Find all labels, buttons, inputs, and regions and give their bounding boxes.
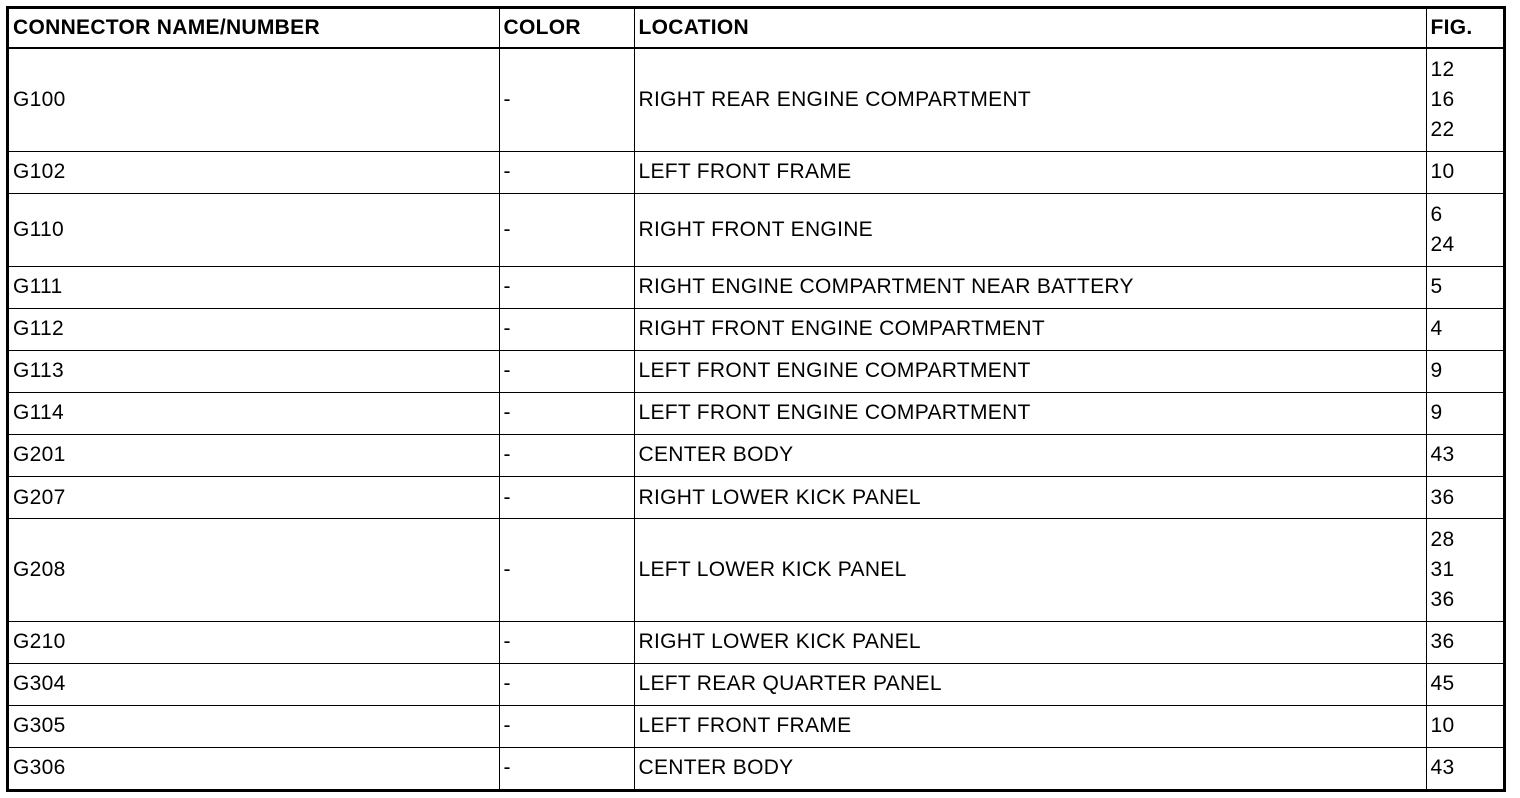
table-row: [9, 705, 1503, 747]
color-cell: -: [499, 663, 634, 705]
header-connector-name: CONNECTOR NAME/NUMBER: [9, 9, 499, 48]
connector-name-cell: G201: [9, 434, 499, 476]
table-row: [9, 663, 1503, 705]
table-row: [9, 621, 1503, 663]
fig-number: 4: [1430, 317, 1443, 341]
fig-cell: [1426, 308, 1503, 350]
fig-number: 45: [1430, 672, 1455, 696]
location-cell: RIGHT LOWER KICK PANEL: [634, 476, 1426, 518]
fig-number: 5: [1430, 275, 1443, 299]
connector-name-cell: G207: [9, 476, 499, 518]
fig-cell: [1426, 663, 1503, 705]
table-row: [9, 519, 1503, 622]
fig-number: 36: [1430, 485, 1455, 509]
fig-cell: [1426, 434, 1503, 476]
fig-cell: [1426, 151, 1503, 193]
table-row: [9, 476, 1503, 518]
table-header-row: [9, 9, 1503, 48]
fig-number: 9: [1430, 401, 1443, 425]
color-cell: -: [499, 266, 634, 308]
fig-cell: [1426, 476, 1503, 518]
header-fig: FIG.: [1426, 9, 1503, 48]
connector-table: [9, 9, 1503, 789]
connector-name-cell: G114: [9, 392, 499, 434]
fig-number: 36: [1430, 630, 1455, 654]
color-cell: -: [499, 434, 634, 476]
fig-cell: [1426, 519, 1503, 622]
table-row: [9, 747, 1503, 789]
table-row: [9, 266, 1503, 308]
color-cell: -: [499, 621, 634, 663]
fig-number: 22: [1430, 117, 1455, 141]
fig-number: 9: [1430, 359, 1443, 383]
connector-name-cell: G102: [9, 151, 499, 193]
location-cell: LEFT FRONT FRAME: [634, 705, 1426, 747]
table-row: [9, 308, 1503, 350]
table-body: [9, 48, 1503, 789]
fig-number: 10: [1430, 160, 1455, 184]
location-cell: LEFT FRONT ENGINE COMPARTMENT: [634, 350, 1426, 392]
location-cell: RIGHT FRONT ENGINE COMPARTMENT: [634, 308, 1426, 350]
fig-number: 36: [1430, 587, 1455, 611]
color-cell: -: [499, 747, 634, 789]
fig-cell: [1426, 392, 1503, 434]
fig-cell: [1426, 193, 1503, 266]
location-cell: LEFT REAR QUARTER PANEL: [634, 663, 1426, 705]
connector-table-sheet: [6, 6, 1506, 792]
location-cell: LEFT FRONT ENGINE COMPARTMENT: [634, 392, 1426, 434]
connector-name-cell: G306: [9, 747, 499, 789]
connector-name-cell: G100: [9, 48, 499, 151]
fig-number: 16: [1430, 87, 1455, 111]
color-cell: -: [499, 476, 634, 518]
location-cell: RIGHT FRONT ENGINE: [634, 193, 1426, 266]
table-row: [9, 193, 1503, 266]
color-cell: -: [499, 392, 634, 434]
connector-name-cell: G113: [9, 350, 499, 392]
location-cell: LEFT FRONT FRAME: [634, 151, 1426, 193]
location-cell: RIGHT LOWER KICK PANEL: [634, 621, 1426, 663]
header-location: LOCATION: [634, 9, 1426, 48]
location-cell: LEFT LOWER KICK PANEL: [634, 519, 1426, 622]
fig-cell: [1426, 266, 1503, 308]
color-cell: -: [499, 151, 634, 193]
color-cell: -: [499, 350, 634, 392]
color-cell: -: [499, 193, 634, 266]
fig-number: 31: [1430, 557, 1455, 581]
fig-cell: [1426, 621, 1503, 663]
header-color: COLOR: [499, 9, 634, 48]
location-cell: CENTER BODY: [634, 747, 1426, 789]
color-cell: -: [499, 519, 634, 622]
connector-name-cell: G112: [9, 308, 499, 350]
table-row: [9, 434, 1503, 476]
table-row: [9, 48, 1503, 151]
color-cell: -: [499, 705, 634, 747]
connector-name-cell: G305: [9, 705, 499, 747]
color-cell: -: [499, 48, 634, 151]
fig-cell: [1426, 747, 1503, 789]
table-row: [9, 392, 1503, 434]
connector-name-cell: G210: [9, 621, 499, 663]
fig-number: 43: [1430, 756, 1455, 780]
connector-name-cell: G110: [9, 193, 499, 266]
location-cell: CENTER BODY: [634, 434, 1426, 476]
fig-number: 28: [1430, 527, 1455, 551]
fig-cell: [1426, 705, 1503, 747]
location-cell: RIGHT REAR ENGINE COMPARTMENT: [634, 48, 1426, 151]
table-row: [9, 151, 1503, 193]
fig-cell: [1426, 48, 1503, 151]
connector-name-cell: G208: [9, 519, 499, 622]
fig-number: 12: [1430, 57, 1455, 81]
connector-name-cell: G304: [9, 663, 499, 705]
fig-number: 6: [1430, 202, 1443, 226]
color-cell: -: [499, 308, 634, 350]
connector-name-cell: G111: [9, 266, 499, 308]
fig-number: 24: [1430, 232, 1455, 256]
fig-cell: [1426, 350, 1503, 392]
fig-number: 43: [1430, 443, 1455, 467]
fig-number: 10: [1430, 714, 1455, 738]
location-cell: RIGHT ENGINE COMPARTMENT NEAR BATTERY: [634, 266, 1426, 308]
table-row: [9, 350, 1503, 392]
